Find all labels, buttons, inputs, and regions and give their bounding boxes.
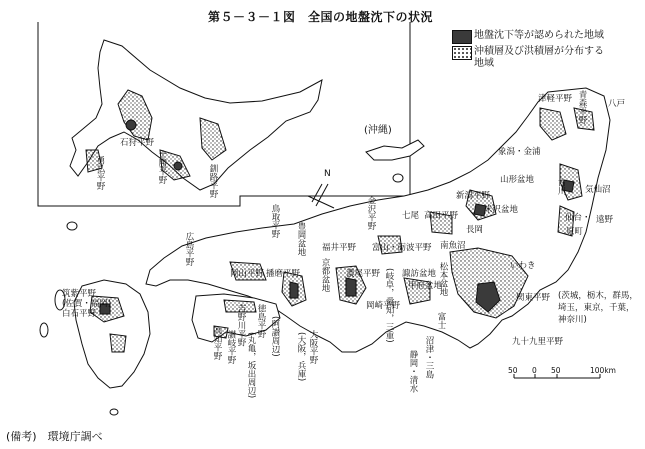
- legend-swatch-alluvium: [452, 46, 472, 60]
- label-okazaki: 岡崎平野: [366, 301, 401, 311]
- label-kisakata: 象潟・金浦: [498, 147, 541, 157]
- label-hiroshima: 広島平野: [184, 232, 194, 266]
- label-sanuki-note: (丸亀，坂出周辺): [246, 332, 256, 399]
- label-kushiro: 釧路平野: [208, 164, 218, 198]
- label-aomori: 青森平野: [577, 90, 587, 124]
- label-okinawa: (沖縄): [364, 125, 392, 136]
- label-numazu: 沼津・三島: [424, 336, 434, 379]
- label-nagaoka: 長岡: [466, 225, 484, 235]
- label-nobi: 濃尾平野: [346, 269, 381, 279]
- label-minamiuonuma: 南魚沼: [440, 241, 466, 251]
- legend-alluvium-label: 沖積層及び洪積層が分布する: [474, 46, 604, 57]
- scale-tick-1: 0: [532, 366, 537, 375]
- label-osaka: 大阪平野: [308, 330, 318, 364]
- label-harima: 播磨平野: [266, 269, 301, 279]
- label-tottori: 鳥取平野: [270, 204, 280, 238]
- label-yoshino: 吉野川平野: [236, 304, 246, 347]
- label-sanuki: 讃岐平野: [226, 330, 236, 364]
- label-shizuoka: 静岡・清水: [408, 350, 418, 393]
- label-fukui: 福井平野: [322, 243, 357, 253]
- label-toyooka: 豊岡盆地: [296, 222, 306, 256]
- source-note: (備考) 環境庁調べ: [6, 430, 103, 443]
- label-kujukuri: 九十九里平野: [512, 337, 564, 347]
- legend-alluvium: [474, 46, 604, 58]
- label-hachinohe: 八戸: [608, 99, 626, 109]
- label-tsugaru: 津軽平野: [538, 94, 573, 104]
- label-osaka-note: (大阪，兵庫): [296, 332, 306, 382]
- label-kanto-note-1: (茨城，栃木，群馬，: [558, 291, 638, 301]
- legend-subsidence-label: 地盤沈下等が認められた地域: [474, 30, 604, 41]
- scale-tick-0: 50: [508, 366, 518, 375]
- label-kanto: 関東平野: [516, 293, 551, 303]
- legend-subsidence: [474, 30, 604, 42]
- label-kanazawa: 金沢平野: [366, 196, 376, 230]
- label-tagajo: 遠野: [596, 215, 614, 225]
- label-tokachi: 十勝平野: [157, 150, 167, 184]
- legend-alluvium-label-2: 地域: [474, 58, 494, 69]
- label-okayama: 岡山平野: [230, 269, 265, 279]
- label-yoshinogawa-note: (阿讃周辺): [270, 316, 280, 357]
- label-niigata: 新潟平野: [456, 191, 491, 201]
- scale-tick-3: 100km: [590, 366, 616, 375]
- figure-title: 第５－３－１図 全国の地盤沈下の状況: [208, 10, 434, 24]
- label-haramachi: 原町: [566, 227, 584, 237]
- label-toyama: 富山・砺波平野: [372, 243, 432, 253]
- label-sendai: 仙台・: [565, 213, 591, 223]
- label-kofu: 甲府盆地: [408, 281, 443, 291]
- label-tsukushi: 筑紫平野: [62, 289, 97, 299]
- label-yamagata: 山形盆地: [500, 175, 535, 185]
- label-kochi: 高知平野: [212, 326, 222, 360]
- label-iwaki: いわき: [510, 261, 536, 271]
- label-tokushima: 徳島平野: [256, 304, 266, 338]
- hokkaido-landmass: [70, 40, 322, 190]
- label-takada: 高田平野: [424, 211, 459, 221]
- legend-swatch-subsidence: [452, 30, 472, 44]
- label-furukawa: 古川: [556, 178, 566, 195]
- legend-alluvium-cont: [474, 58, 494, 70]
- label-saga: (佐賀・福岡): [62, 299, 112, 309]
- label-yufutsu: 勇払平野: [95, 156, 105, 190]
- label-nobi-note: (岐阜，愛知，三重): [384, 268, 394, 343]
- label-shiroishi: 白石平野: [62, 309, 97, 319]
- label-fuji: 富士: [436, 312, 446, 329]
- label-suwa: 諏訪盆地: [402, 269, 437, 279]
- label-matsumoto: 松本盆地: [438, 262, 448, 296]
- label-kyoto: 京都盆地: [320, 258, 330, 292]
- scale-tick-2: 50: [551, 366, 561, 375]
- okinawa-islands: [366, 140, 424, 160]
- label-nanao: 七尾: [402, 211, 420, 221]
- label-kesennuma: 気仙沼: [585, 185, 611, 195]
- label-kanto-note-2: 埼玉，東京，千葉，: [558, 303, 635, 313]
- label-kanto-note-3: 神奈川): [558, 315, 587, 325]
- label-yonezawa: 米沢盆地: [484, 205, 519, 215]
- north-label: N: [324, 169, 331, 179]
- label-ishikari: 石狩平野: [120, 138, 155, 148]
